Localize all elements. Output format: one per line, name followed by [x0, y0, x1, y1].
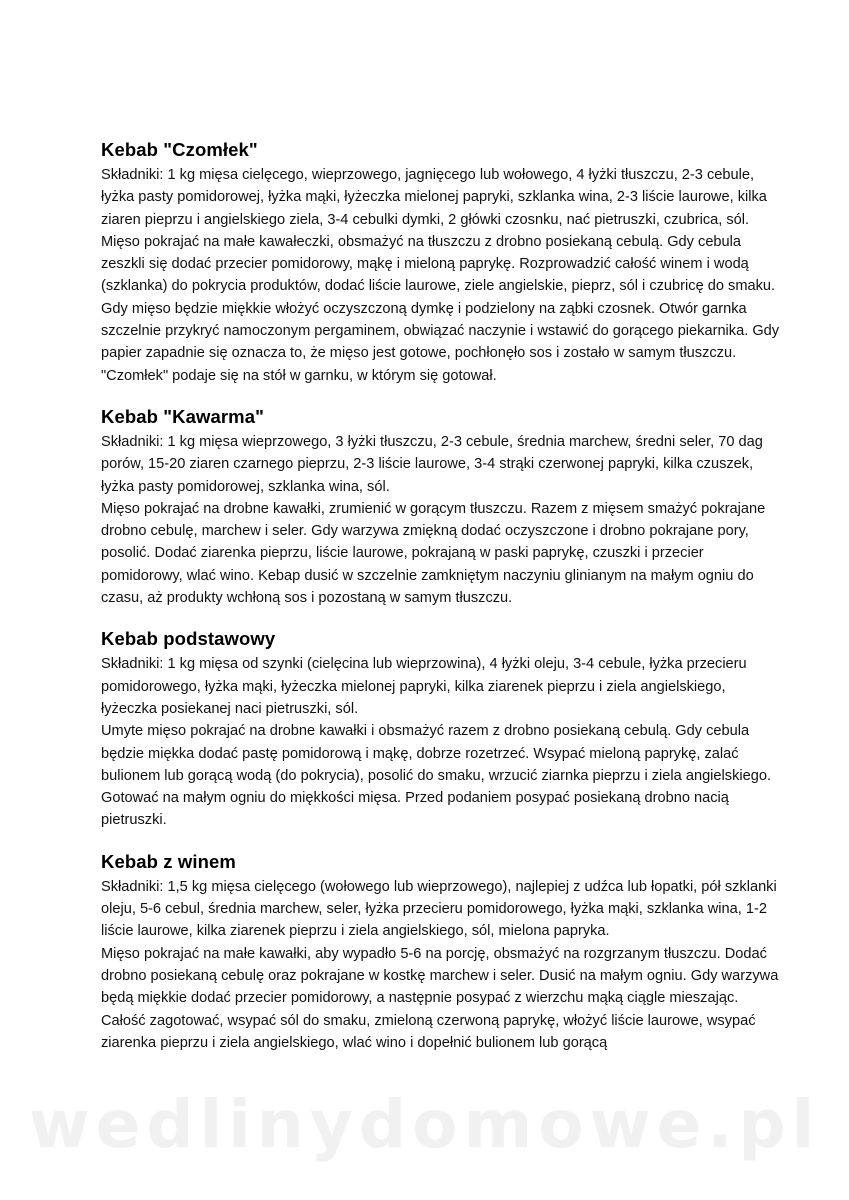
recipe-czomlek [101, 136, 781, 387]
recipe-podstawowy [101, 625, 781, 831]
recipe-method: Mięso pokrajać na małe kawałeczki, obsmażyć na tłuszczu z drobno posiekaną cebulą. Gdy cebula zeszkli się dodać przecier pomidorowy, mąkę i mieloną paprykę. Rozprowadzić całość winem i wodą (szklanka) do pokrycia produktów, dodać liście laurowe, ziele angielskie, pieprz, sól i czubricę do smaku. Gdy mięso będzie miękkie włożyć oczyszczoną dymkę i podzielony na ząbki czosnek. Otwór garnka szczelnie przykryć namoczonym pergaminem, obwiązać naczynie i wstawić do gorącego piekarnika. Gdy papier zapadnie się oznacza to, że mięso jest gotowe, pochłonęło sos i zostało w samym tłuszczu. "Czomłek" podaje się na stół w garnku, w którym się gotował. [101, 233, 780, 384]
recipe-ingredients: Składniki: 1 kg mięsa cielęcego, wieprzowego, jagnięcego lub wołowego, 4 łyżki tłuszczu, 2-3 cebule, łyżka pasty pomidorowej, łyżka mąki, łyżeczka mielonej papryki, szklanka wina, 2-3 liście laurowe, kilka ziaren pieprzu i angielskiego ziela, 3-4 cebulki dymki, 2 główki czosnku, nać pietruszki, czubrica, sól. [101, 167, 767, 228]
recipe-kawarma [101, 403, 781, 609]
watermark: wedlinydomowe.pl [28, 1086, 821, 1163]
document-page [101, 136, 781, 1054]
recipe-method: Mięso pokrajać na drobne kawałki, zrumienić w gorącym tłuszczu. Razem z mięsem smażyć pokrajane drobno cebulę, marchew i seler. Gdy warzywa zmiękną dodać oczyszczone i drobno pokrajane pory, posolić. Dodać ziarenka pieprzu, liście laurowe, pokrajaną w paski paprykę, czuszki i przecier pomidorowy, wlać wino. Kebap dusić w szczelnie zamkniętym naczyniu glinianym na małym ogniu do czasu, aż produkty wchłoną sos i pozostaną w samym tłuszczu. [101, 500, 766, 607]
recipe-ingredients: Składniki: 1 kg mięsa od szynki (cielęcina lub wieprzowina), 4 łyżki oleju, 3-4 cebule, łyżka przecieru pomidorowego, łyżka mąki, łyżeczka mielonej papryki, kilka ziarenek pieprzu i ziela angielskiego, łyżeczka posiekanej naci pietruszki, sól. [101, 656, 747, 717]
recipe-ingredients: Składniki: 1 kg mięsa wieprzowego, 3 łyżki tłuszczu, 2-3 cebule, średnia marchew, średni seler, 70 dag porów, 15-20 ziaren czarnego pieprzu, 2-3 liście laurowe, 3-4 strąki czerwonej papryki, kilka czuszek, łyżka pasty pomidorowej, szklanka wina, sól. [101, 433, 763, 495]
recipe-method: Umyte mięso pokrajać na drobne kawałki i obsmażyć razem z drobno posiekaną cebulą. Gdy cebula będzie miękka dodać pastę pomidorową i mąkę, dobrze rozetrzeć. Wsypać mieloną paprykę, zalać bulionem lub gorącą wodą (do pokrycia), posolić do smaku, wrzucić ziarnka pieprzu i ziela angielskiego. Gotować na małym ogniu do miękkości mięsa. Przed podaniem posypać posiekaną drobno nacią pietruszki. [101, 723, 772, 829]
recipe-title: Kebab "Czomłek" [101, 139, 258, 160]
recipe-method: Mięso pokrajać na małe kawałki, aby wypadło 5-6 na porcję, obsmażyć na rozgrzanym tłuszczu. Dodać drobno posiekaną cebulę oraz pokrajane w kostkę marchew i seler. Dusić na małym ogniu. Gdy warzywa będą miękkie dodać przecier pomidorowy, a następnie posypać z wierzchu mąką ciągle mieszając. Całość zagotować, wsypać sól do smaku, zmieloną czerwoną paprykę, włożyć liście laurowe, wsypać ziarenka pieprzu i ziela angielskiego, wlać wino i dopełnić bulionem lub gorącą [101, 945, 779, 1051]
recipe-z-winem [101, 848, 781, 1054]
recipe-ingredients: Składniki: 1,5 kg mięsa cielęcego (wołowego lub wieprzowego), najlepiej z udźca lub łopatki, pół szklanki oleju, 5-6 cebul, średnia marchew, seler, łyżka przecieru pomidorowego, łyżka mąki, szklanka wina, 1-2 liście laurowe, kilka ziarenek pieprzu i ziela angielskiego, sól, mielona papryka. [101, 878, 777, 940]
recipe-title: Kebab podstawowy [101, 628, 276, 650]
recipe-title: Kebab "Kawarma" [101, 405, 264, 427]
recipe-title: Kebab z winem [101, 850, 236, 872]
